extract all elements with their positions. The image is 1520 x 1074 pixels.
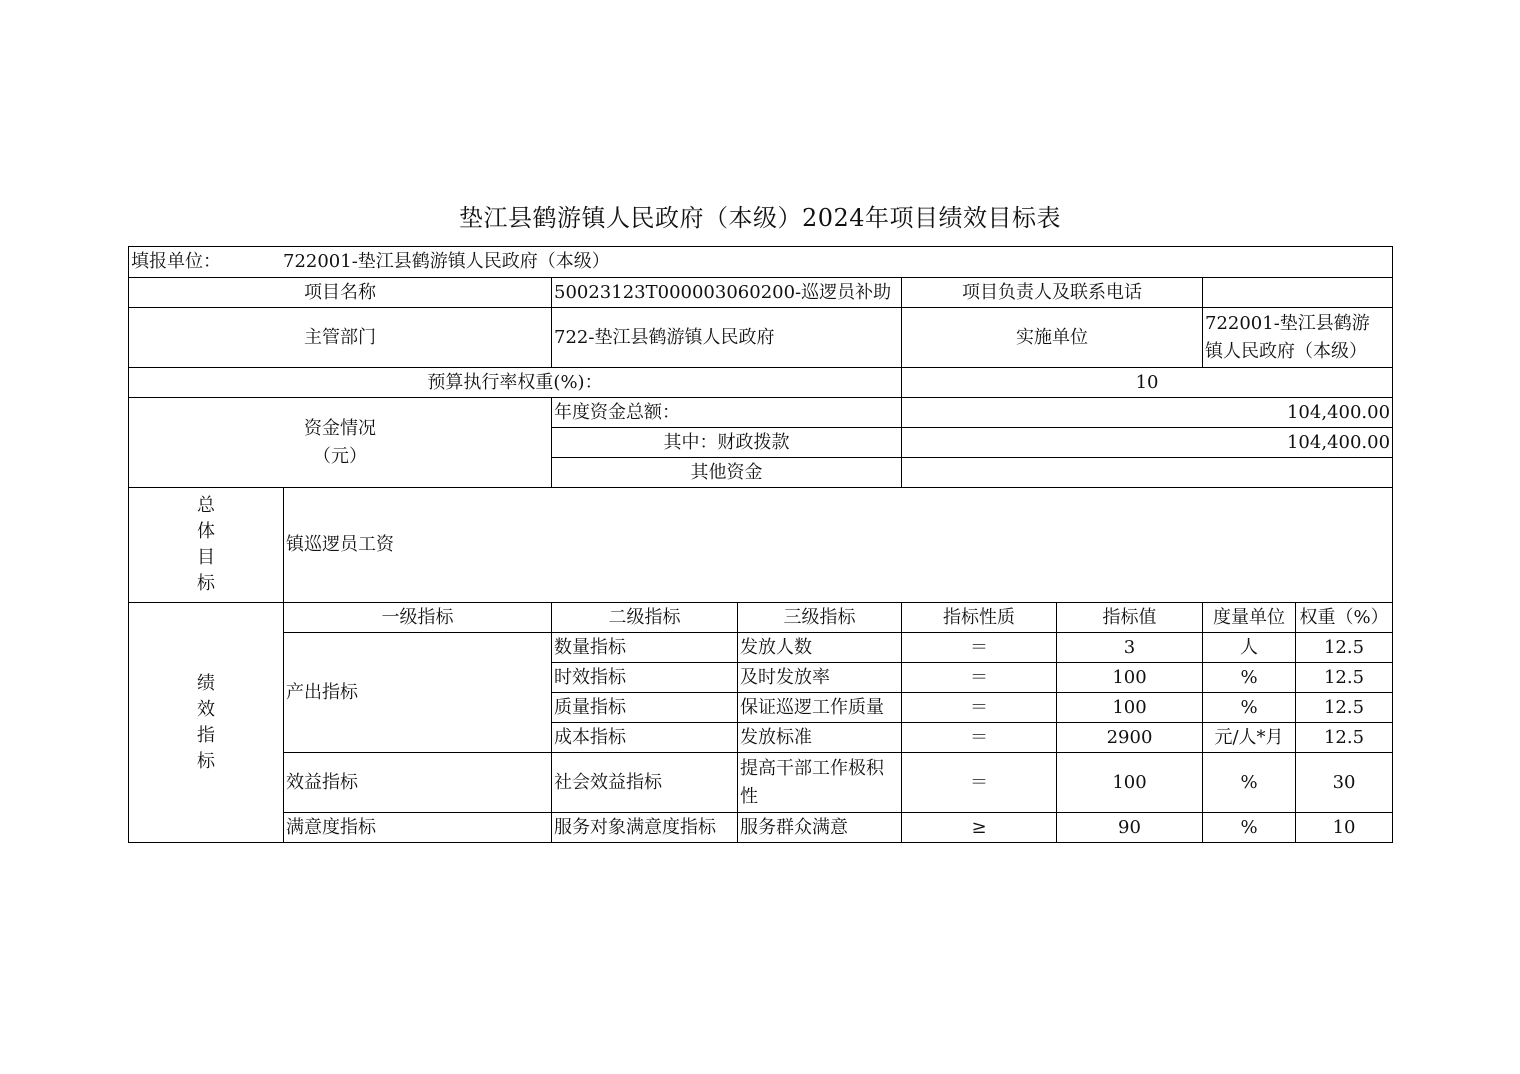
- row-project-name: [129, 278, 1393, 308]
- dept-value: 722-垫江县鹤游镇人民政府: [552, 308, 902, 368]
- table-row: [129, 813, 1393, 843]
- weight-cell: 12.5: [1296, 633, 1393, 663]
- value-cell: 2900: [1057, 723, 1203, 753]
- weight-cell: 12.5: [1296, 723, 1393, 753]
- header-weight: 权重（%）: [1296, 603, 1393, 633]
- value-cell: 100: [1057, 663, 1203, 693]
- level2-cell: 社会效益指标: [552, 753, 738, 813]
- level3-cell: 发放标准: [738, 723, 902, 753]
- level3-line1: 提高干部工作极积: [740, 757, 884, 779]
- overall-goal-char: 目: [197, 547, 215, 568]
- level3-cell: 及时发放率: [738, 663, 902, 693]
- level2-cell: 数量指标: [552, 633, 738, 663]
- funds-total-label: 年度资金总额：: [552, 398, 902, 428]
- funds-label-line1: 资金情况: [304, 417, 376, 439]
- report-unit-label: 填报单位：: [131, 251, 221, 272]
- performance-char: 指: [197, 724, 215, 746]
- dept-label: 主管部门: [129, 308, 552, 368]
- funds-label-line2: （元）: [313, 445, 367, 467]
- header-unit: 度量单位: [1203, 603, 1296, 633]
- value-cell: 100: [1057, 693, 1203, 723]
- contact-value: [1203, 278, 1393, 308]
- weight-cell: 10: [1296, 813, 1393, 843]
- level2-cell: 服务对象满意度指标: [552, 813, 738, 843]
- funds-other-value: [902, 458, 1393, 488]
- weight-cell: 30: [1296, 753, 1393, 813]
- unit-cell: 人: [1203, 633, 1296, 663]
- row-funds-total: [129, 398, 1393, 428]
- report-unit-value: 722001-垫江县鹤游镇人民政府（本级）: [283, 251, 610, 272]
- overall-goal-char: 体: [197, 521, 215, 542]
- satisfaction-indicator-label: 满意度指标: [284, 813, 552, 843]
- level3-cell: 服务群众满意: [738, 813, 902, 843]
- table-row: [129, 753, 1393, 813]
- nature-cell: ≥: [902, 813, 1057, 843]
- unit-cell: %: [1203, 753, 1296, 813]
- impl-unit-label: 实施单位: [902, 308, 1203, 368]
- impl-unit-value-line2: 镇人民政府（本级）: [1205, 340, 1367, 362]
- weight-cell: 12.5: [1296, 693, 1393, 723]
- value-cell: 3: [1057, 633, 1203, 663]
- project-name-label: 项目名称: [129, 278, 552, 308]
- value-cell: 100: [1057, 753, 1203, 813]
- nature-cell: ＝: [902, 723, 1057, 753]
- unit-cell: 元/人*月: [1203, 723, 1296, 753]
- row-performance-headers: [129, 603, 1393, 633]
- row-budget-weight: [129, 368, 1393, 398]
- overall-goal-char: 标: [197, 573, 215, 594]
- level2-cell: 时效指标: [552, 663, 738, 693]
- row-report-unit: [129, 247, 1393, 278]
- contact-label: 项目负责人及联系电话: [902, 278, 1203, 308]
- page-title: 垫江县鹤游镇人民政府（本级）2024年项目绩效目标表: [458, 204, 1062, 232]
- level3-line2: 性: [740, 785, 758, 807]
- table-row: [129, 633, 1393, 663]
- unit-cell: %: [1203, 663, 1296, 693]
- impl-unit-value: [1203, 308, 1393, 368]
- level3-cell: 保证巡逻工作质量: [738, 693, 902, 723]
- performance-char: 标: [197, 750, 215, 772]
- nature-cell: ＝: [902, 753, 1057, 813]
- funds-total-value: 104,400.00: [902, 398, 1393, 428]
- unit-cell: %: [1203, 693, 1296, 723]
- project-name-value: 50023123T000003060200-巡逻员补助: [552, 278, 902, 308]
- weight-cell: 12.5: [1296, 663, 1393, 693]
- overall-goal-label: [129, 488, 284, 603]
- nature-cell: ＝: [902, 693, 1057, 723]
- funds-label: [129, 398, 552, 488]
- funds-fiscal-label: 其中：财政拨款: [552, 428, 902, 458]
- header-value: 指标值: [1057, 603, 1203, 633]
- header-level1: 一级指标: [284, 603, 552, 633]
- level3-cell: [738, 753, 902, 813]
- header-level2: 二级指标: [552, 603, 738, 633]
- unit-cell: %: [1203, 813, 1296, 843]
- overall-goal-char: 总: [197, 495, 215, 516]
- nature-cell: ＝: [902, 633, 1057, 663]
- report-unit-cell: [129, 247, 1393, 278]
- value-cell: 90: [1057, 813, 1203, 843]
- row-dept: [129, 308, 1393, 368]
- budget-weight-value: 10: [902, 368, 1393, 398]
- output-indicator-label: 产出指标: [284, 633, 552, 753]
- overall-goal-content: 镇巡逻员工资: [284, 488, 1393, 603]
- level2-cell: 成本指标: [552, 723, 738, 753]
- row-overall-goal: [129, 488, 1393, 603]
- level2-cell: 质量指标: [552, 693, 738, 723]
- impl-unit-value-line1: 722001-垫江县鹤游: [1205, 312, 1370, 334]
- performance-form-table: [128, 246, 1393, 843]
- nature-cell: ＝: [902, 663, 1057, 693]
- header-level3: 三级指标: [738, 603, 902, 633]
- benefit-indicator-label: 效益指标: [284, 753, 552, 813]
- funds-fiscal-value: 104,400.00: [902, 428, 1393, 458]
- header-nature: 指标性质: [902, 603, 1057, 633]
- budget-weight-label: 预算执行率权重(%)：: [129, 368, 902, 398]
- performance-char: 绩: [197, 672, 215, 694]
- performance-label: [129, 603, 284, 843]
- level3-cell: 发放人数: [738, 633, 902, 663]
- funds-other-label: 其他资金: [552, 458, 902, 488]
- performance-char: 效: [197, 698, 215, 720]
